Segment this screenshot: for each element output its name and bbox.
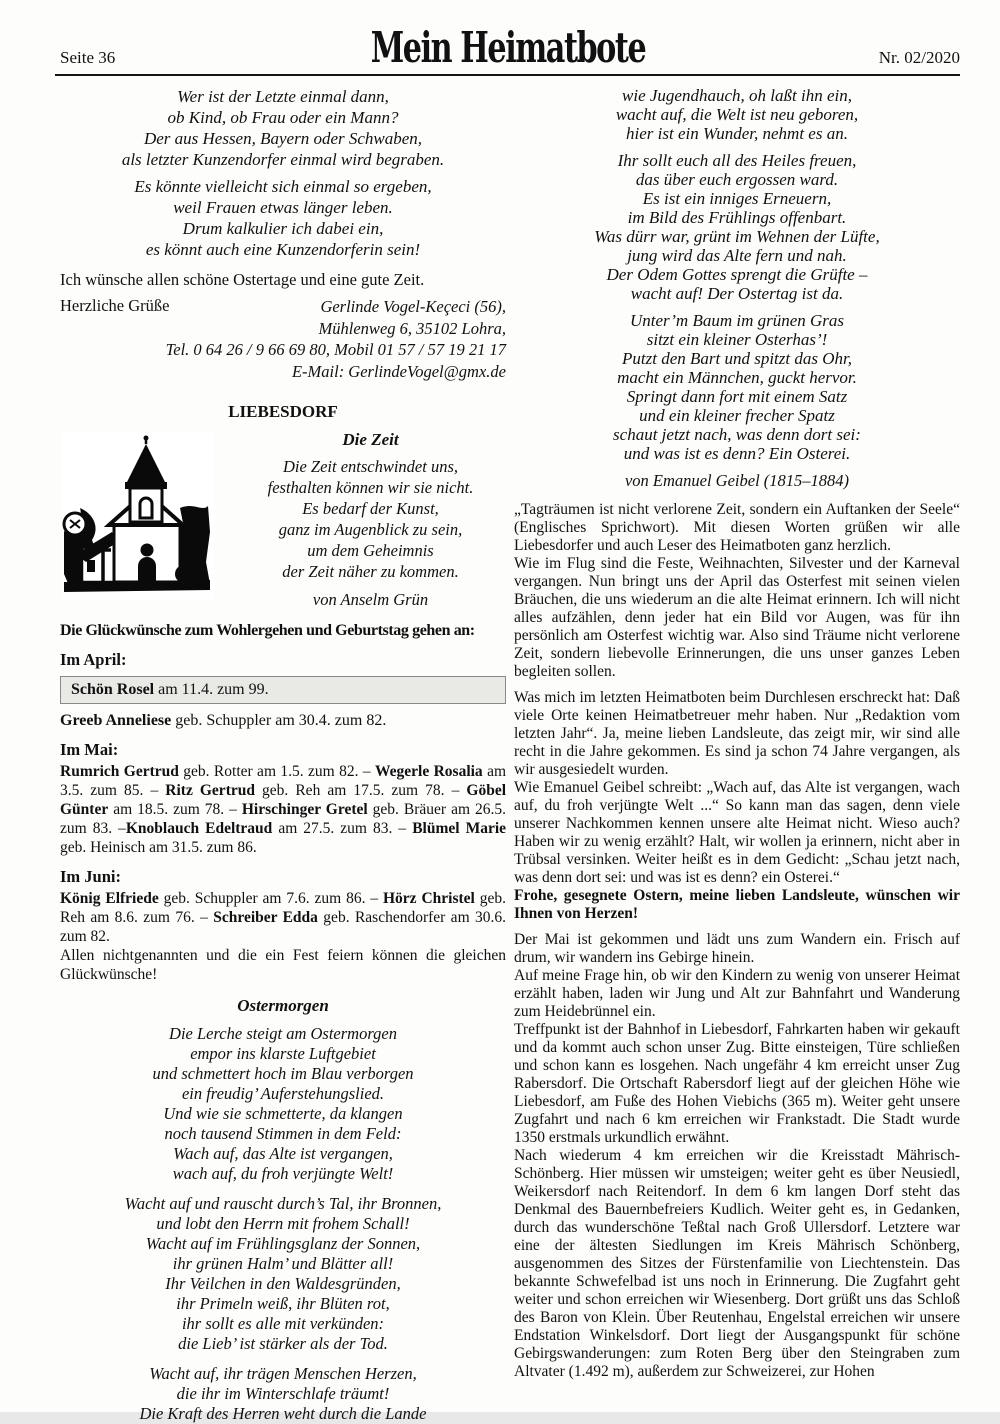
- page-header: [55, 18, 960, 76]
- contact-address: Gerlinde Vogel-Keçeci (56), Mühlenweg 6, 35102 Lohra, Tel. 0 64 26 / 9 66 69 80, Mobil 01 57 / 57 19 21 17 E-Mail: GerlindeVogel@gmx.de: [165, 297, 506, 381]
- article-paragraph-3: Was mich im letzten Heimatboten beim Durchlesen erschreckt hat: Daß viele Orte keinen Heimatbetreuer mehr haben. Nur „Redaktion vom letzten Jahr“. Ja, meine lieben Landsleute, das zeigt mir, wir sind alle recht in die Jahre gekommen. Es sind ja schon 74 Jahre vergangen, als wir ausgesiedelt wurden.: [514, 689, 960, 778]
- poem-die-zeit-title: Die Zeit: [342, 430, 399, 449]
- birthday-entries-juni: König Elfriede geb. Schuppler am 7.6. zum 86. – Hörz Christel geb. Reh am 8.6. zum 76. – Schreiber Edda geb. Raschendorfer am 30.6. zum 82.: [60, 890, 506, 945]
- poem-geibel-author: von Emanuel Geibel (1815–1884): [624, 471, 850, 490]
- poem-geibel-stanza-2: Ihr sollt euch all des Heiles freuen, das über euch ergossen ward. Es ist ein inniges Erneuern, im Bild des Frühlings offenbart. Was dürr war, grünt im Wehnen der Lüfte, jung wird das Alte fern und nah. Der Odem Gottes sprengt die Grüfte – wacht auf! Der Ostertag ist da.: [594, 151, 880, 303]
- article-paragraph-8: Nach wiederum 4 km erreichen wir die Kreisstadt Mährisch-Schönberg. Hier müssen wir umsteigen; weiter geht es über Neusiedl, Weikersdorf nach Reitendorf. In dem 6 km langen Dorf steht das Denkmal des Bauernbefreiers Kudlich. Weiter geht es, in Gedanken, durch das wunderschöne Teßtal nach Groß Ullersdorf. Letztere war eine der ältesten Siedlungen im Kreis Mährisch Schönberg, ausgenommen des Sitzes der Fürstenfamilie von Liechtenstein. Das bekannte Schwefelbad ist uns noch in Erinnerung. Die Zugfahrt geht weiter und schon erreichen wir Wiesenberg. Dort grüßt uns das Schloß des Baron von Klein. Über Reutenhau, Engelstal erreichen wir unsere Endstation Winkelsdorf. Dort liegt der Ausgangspunkt für schöne Gebirgswanderungen: zum Roten Berg über den Steingraben zum Altvater (1.492 m), außerdem zur Schweizerei, zur Hohen: [514, 1147, 960, 1380]
- greeting-address-block: [60, 296, 506, 382]
- section-title-liebesdorf: LIEBESDORF: [228, 402, 338, 421]
- poem-geibel-stanza-1: wie Jugendhauch, oh laßt ihn ein, wacht auf, die Welt ist neu geboren, hier ist ein Wunder, nehmt es an.: [615, 86, 859, 143]
- poem-die-zeit-lines: Die Zeit entschwindet uns, festhalten können wir sie nicht. Es bedarf der Kunst, ganz im Augenblick zu sein, um dem Geheimnis der Zeit näher zu kommen.: [267, 457, 474, 581]
- church-woodcut-image: [62, 432, 214, 600]
- birthday-entries-mai: Rumrich Gertrud geb. Rotter am 1.5. zum 82. – Wegerle Rosalia am 3.5. zum 85. – Ritz Gertrud geb. Reh am 17.5. zum 78. – Göbel Günter am 18.5. zum 78. – Hirschinger Gretel geb. Bräuer am 26.5. zum 83. –Knoblauch Edeltraud am 27.5. zum 83. – Blümel Marie geb. Heinisch am 31.5. zum 86.: [60, 763, 507, 856]
- easter-greeting-bold-line: Frohe, gesegnete Ostern, meine lieben Landsleute, wünschen wir Ihnen von Herzen!: [514, 887, 960, 922]
- issue-number-label: Nr. 02/2020: [878, 48, 960, 67]
- article-paragraph-4: Wie Emanuel Geibel schreibt: „Wach auf, das Alte ist vergangen, wach auf, du froh verjüngte Welt ...“ So kann man das sagen, denn viele unserer Nachkommen kennen unsere alte Heimat nicht. Wieso auch? Haben wir zu wenig erzählt? Halt, wir wollen ja erinnern, nicht aber in Trübsal versinken. Weiter heißt es in dem Gedicht: „Schau jetzt nach, was denn dort sei: und was ist es denn? ein Osterei.“: [514, 779, 960, 886]
- birthday-intro-line: Die Glückwünsche zum Wohlergehen und Geburtstag gehen an:: [60, 622, 475, 639]
- article-paragraph-2: Wie im Flug sind die Feste, Weihnachten, Silvester und der Karneval vergangen. Nun bringt uns der April das Osterfest mit seinen vielen Bräuchen, die uns wiederum an die alte Heimat erinnern. Ich will nicht alles aufzählen, denn jeder hat ein Bild vor Augen, was für ihn persönlich am Osterfest wichtig war. Also sind Träume nicht verlorene Zeit, sondern liebevolle Erinnerungen, die uns unser ganzes Leben begleiten sollen.: [514, 555, 960, 680]
- right-column: [514, 86, 960, 1381]
- birthday-month-april: Im April:: [60, 650, 127, 669]
- page-number-label: Seite 36: [60, 48, 116, 67]
- article-paragraph-1: „Tagträumen ist nicht verlorene Zeit, sondern ein Auftanken der Seele“ (Englisches Sprichwort). Mit diesen Worten grüßen wir alle Liebesdorfer und auch Leser des Heimatboten ganz herzlich.: [514, 501, 960, 554]
- greeting-text: Herzliche Grüße: [60, 296, 170, 315]
- birthday-highlight-box: Schön Rosel am 11.4. zum 99.: [60, 676, 506, 704]
- article-paragraph-6: Auf meine Frage hin, ob wir den Kindern zu wenig von unserer Heimat erzählt haben, laden wir Jung und Alt zur Bahnfahrt und Wanderung zum Heidebrünnel ein.: [514, 967, 960, 1020]
- poem-die-zeit-author: von Anselm Grün: [312, 590, 429, 609]
- poem-kunzendorf-stanza-1: Wer ist der Letzte einmal dann, ob Kind, ob Frau oder ein Mann? Der aus Hessen, Bayern oder Schwaben, als letzter Kunzendorfer einmal wird begraben.: [121, 87, 445, 169]
- left-column: [60, 86, 506, 1424]
- poem-ostermorgen-title: Ostermorgen: [237, 996, 329, 1015]
- poem-geibel-stanza-3: Unter’m Baum im grünen Gras sitzt ein kleiner Osterhas’! Putzt den Bart und spitzt das Ohr, macht ein Männchen, guckt hervor. Springt dann fort mit einem Satz und ein kleiner frecher Spatz schaut jetzt nach, was denn dort sei: und was ist es denn? Ein Osterei.: [613, 311, 861, 463]
- poem-ostermorgen-stanza-2: Wacht auf und rauscht durch’s Tal, ihr Bronnen, und lobt den Herrn mit frohem Schall! Wacht auf im Frühlingsglanz der Sonnen, ihr grünen Halm’ und Blätter all! Ihr Veilchen in den Waldesgründen, ihr Primeln weiß, ihr Blüten rot, ihr sollt es alle mit verkünden: die Lieb’ ist stärker als der Tod.: [124, 1194, 442, 1353]
- birthday-month-juni: Im Juni:: [60, 867, 121, 886]
- poem-ostermorgen-stanza-3: Wacht auf, ihr trägen Menschen Herzen, die ihr im Winterschlafe träumt! Die Kraft des Herren weht durch die Lande: [139, 1364, 427, 1423]
- birthday-month-mai: Im Mai:: [60, 740, 119, 759]
- church-and-poem-block: [60, 430, 506, 610]
- easter-wish-line: Ich wünsche allen schöne Ostertage und eine gute Zeit.: [60, 270, 425, 289]
- article-paragraph-5: Der Mai ist gekommen und lädt uns zum Wandern ein. Frisch auf drum, wir wandern ins Gebirge hinein.: [514, 931, 960, 966]
- masthead-title: Mein Heimatbote: [370, 23, 645, 72]
- birthday-entry-april: Greeb Anneliese geb. Schuppler am 30.4. zum 82.: [60, 712, 387, 729]
- article-paragraph-7: Treffpunkt ist der Bahnhof in Liebesdorf, Fahrkarten haben wir gekauft und da kommt auch schon unser Zug. Bitte einsteigen, Türe schließen und schon kann es losgehen. Nach ungefähr 4 km erreicht unser Zug Rabersdorf. Die Ortschaft Rabersdorf liegt auf der gleichen Höhe wie Liebesdorf, am Fuße des Hohen Viebichs (365 m). Weiter geht unsere Zugfahrt und nach 6 km erreichen wir Frankstadt. Die Stadt wurde 1350 erstmals urkundlich erwähnt.: [514, 1021, 960, 1146]
- poem-kunzendorf-stanza-2: Es könnte vielleicht sich einmal so ergeben, weil Frauen etwas länger leben. Drum kalkulier ich dabei ein, es könnt auch eine Kunzendorferin sein!: [134, 177, 432, 259]
- poem-ostermorgen-stanza-1: Die Lerche steigt am Ostermorgen empor ins klarste Luftgebiet und schmettert hoch im Blau verborgen ein freudig’ Auferstehungslied. Und wie sie schmetterte, da klangen noch tausend Stimmen in dem Feld: Wach auf, das Alte ist vergangen, wach auf, du froh verjüngte Welt!: [152, 1024, 414, 1183]
- birthday-outro-line: Allen nichtgenannten und die ein Fest feiern können die gleichen Glückwünsche!: [60, 947, 506, 983]
